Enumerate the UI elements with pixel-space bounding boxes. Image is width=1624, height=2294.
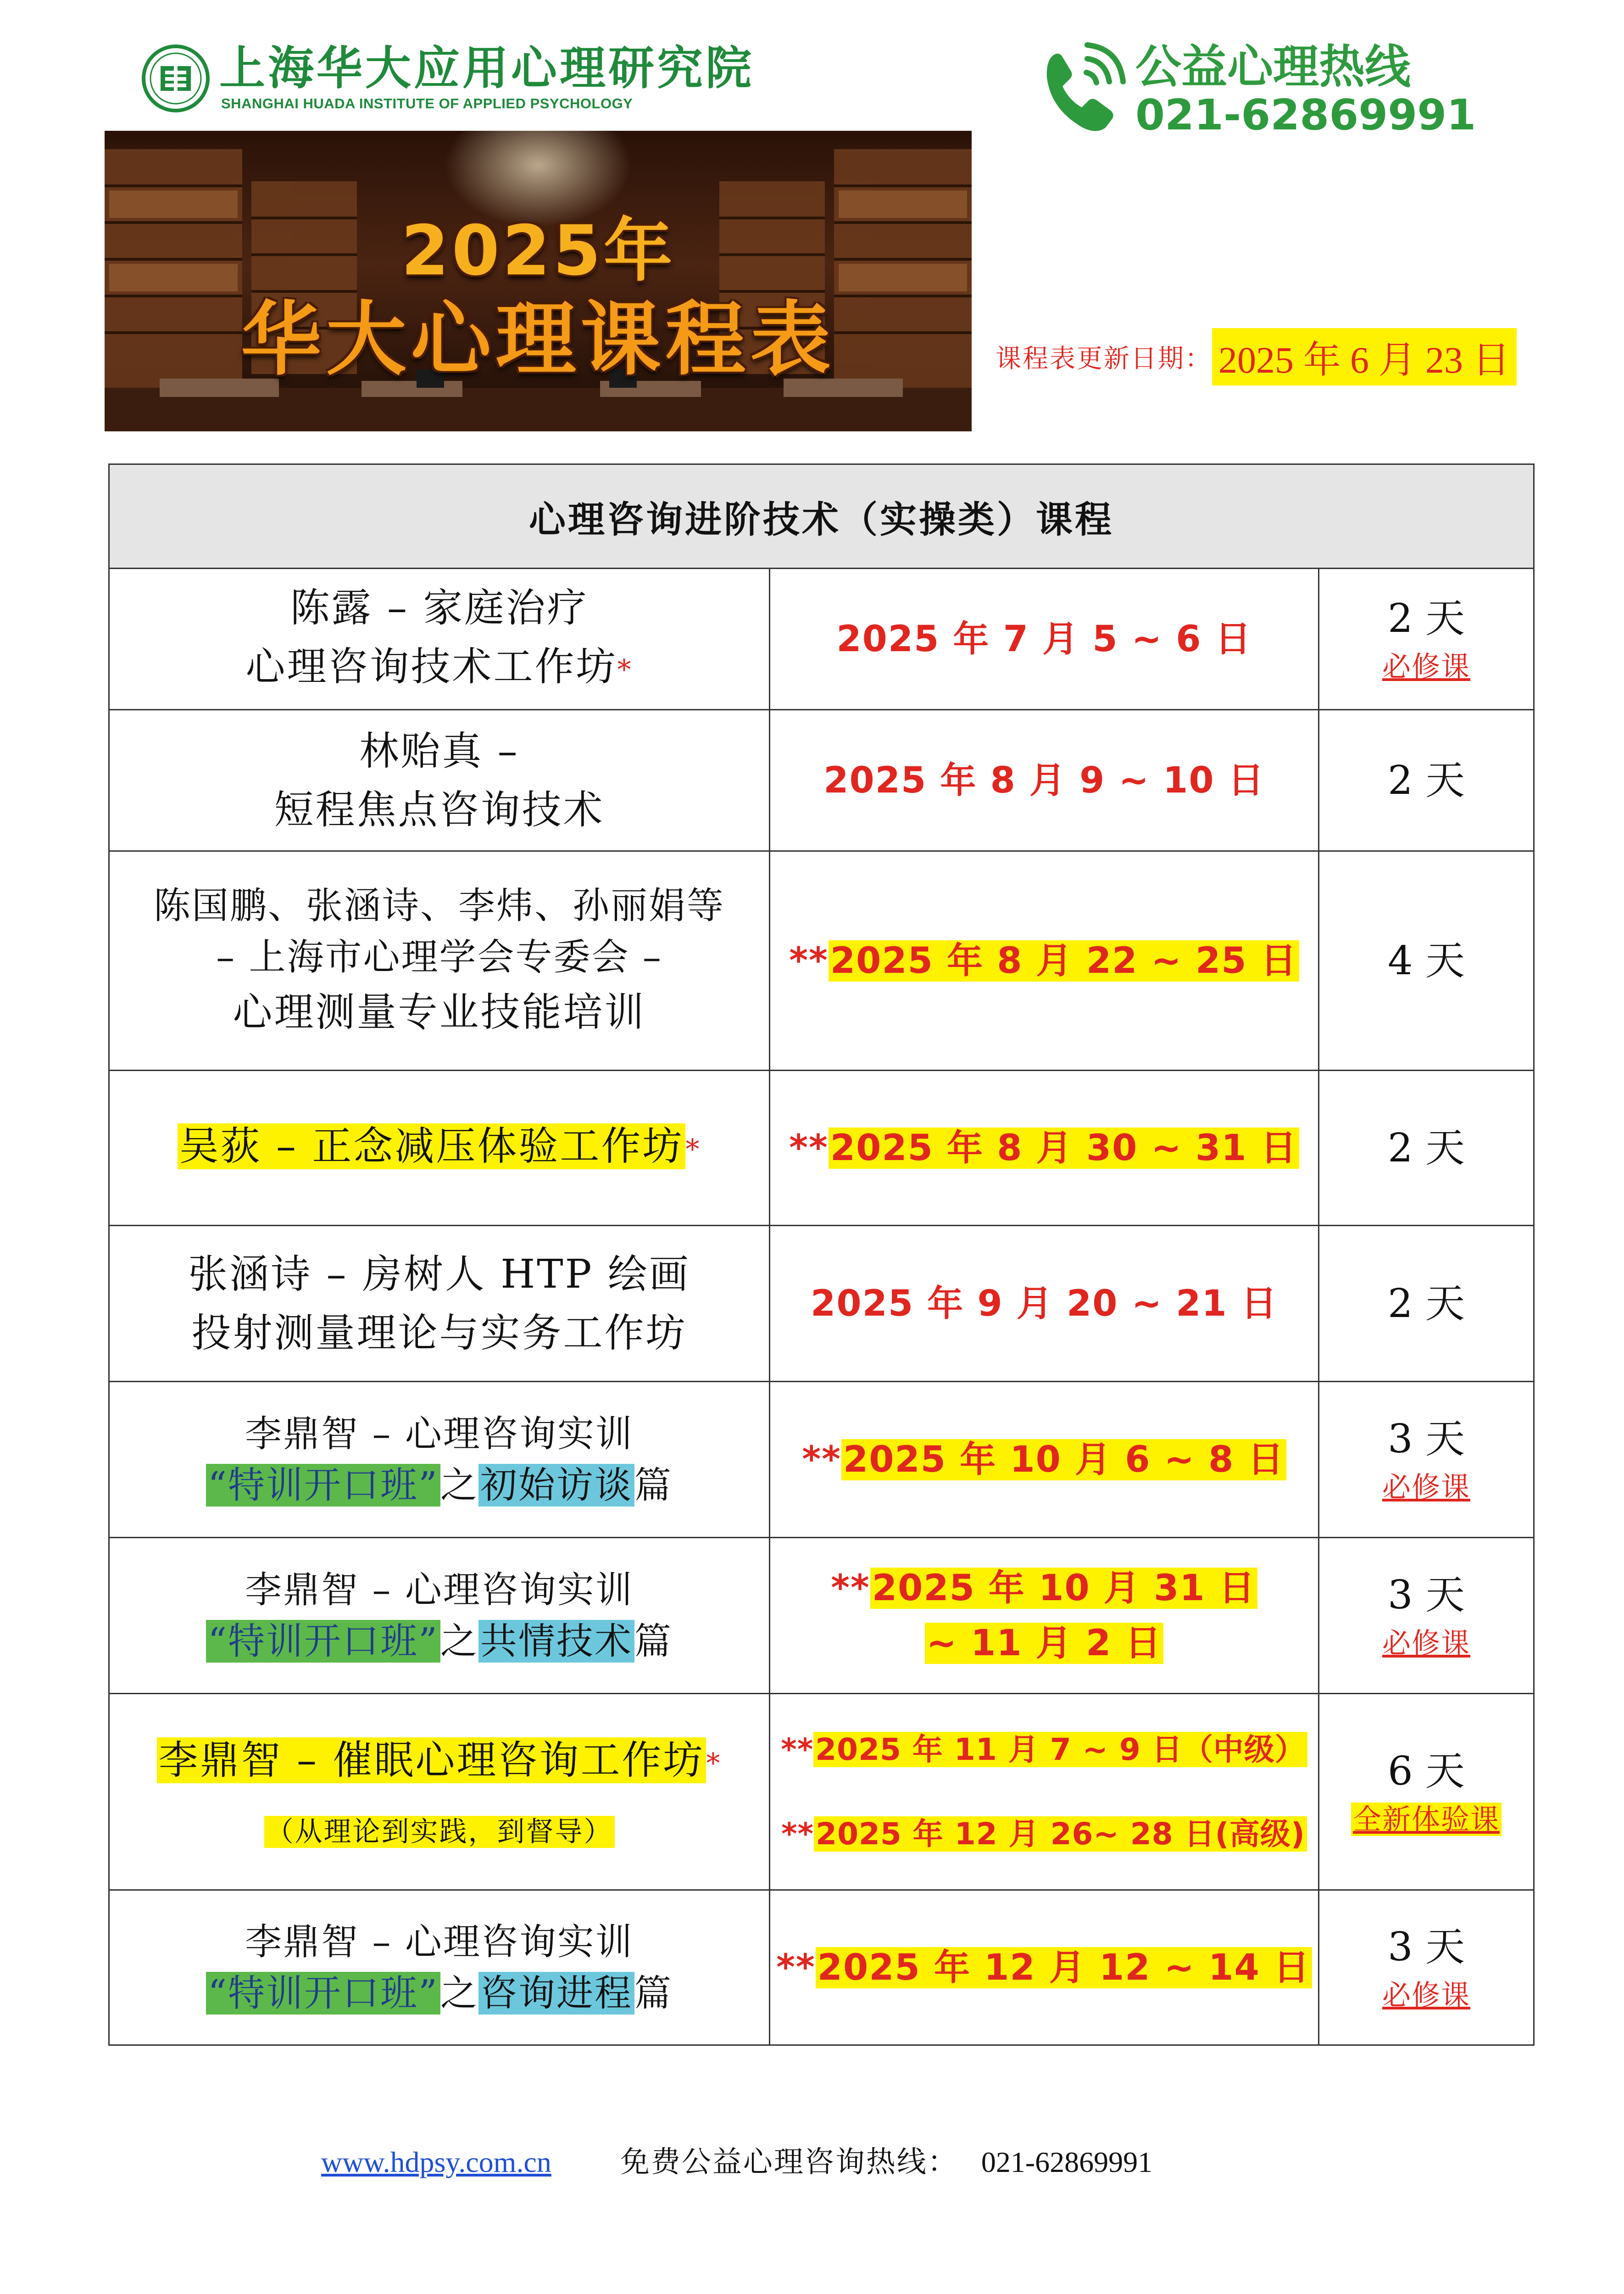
course-days: 2 天 — [1387, 757, 1465, 804]
course-name-line: 投射测量理论与实务工作坊 — [191, 1310, 687, 1356]
course-date: 2025 年 8 月 22 ~ 25 日 — [829, 940, 1299, 982]
course-name-line: 张涵诗 – 房树人 HTP 绘画 — [188, 1251, 690, 1297]
topic-label: 咨询进程 — [478, 1972, 634, 2015]
update-date-block — [996, 328, 1517, 385]
spacer — [110, 1793, 769, 1811]
date-prefix: ** — [776, 1947, 816, 1988]
connector-text: 之 — [440, 1971, 478, 2015]
course-name-line — [110, 1731, 769, 1793]
spacer — [770, 1774, 1318, 1810]
connector-text: 之 — [440, 1463, 478, 1507]
course-days-cell — [1319, 1890, 1534, 2045]
table-row — [109, 1694, 1534, 1890]
hotline-title: 公益心理热线 — [1135, 40, 1411, 94]
course-date-line — [770, 1726, 1318, 1774]
course-days-cell — [1319, 1226, 1534, 1382]
course-name-line: 李鼎智 – 心理咨询实训 — [245, 1920, 634, 1963]
course-name-line: 心理测量专业技能培训 — [233, 989, 646, 1035]
library-banner — [105, 131, 972, 431]
date-prefix: ** — [781, 1731, 814, 1767]
connector-text: 之 — [440, 1619, 478, 1663]
update-label: 课程表更新日期： — [996, 344, 1212, 374]
footer — [321, 2138, 1152, 2181]
update-date: 2025 年 6 月 23 日 — [1212, 328, 1517, 385]
course-date: 2025 年 10 月 31 日 — [870, 1568, 1257, 1609]
course-name-text: 李鼎智 – 催眠心理咨询工作坊 — [157, 1737, 706, 1783]
course-date-cell — [770, 710, 1319, 851]
course-series-line — [110, 1616, 769, 1667]
date-prefix: ** — [802, 1439, 841, 1480]
date-prefix: ** — [789, 940, 829, 982]
course-name-line: 李鼎智 – 心理咨询实训 — [245, 1412, 634, 1455]
course-name-line: 陈国鹏、张涵诗、李炜、孙丽娟等 — [154, 884, 725, 927]
course-name-line: 林贻真 – — [359, 728, 519, 774]
course-days-cell — [1319, 1382, 1534, 1538]
course-name-line — [110, 1117, 769, 1179]
course-date: 2025 年 9 月 20 ~ 21 日 — [811, 1283, 1278, 1324]
phone-icon — [1037, 40, 1129, 137]
course-tag: 必修课 — [1382, 649, 1470, 683]
institute-name-en: SHANGHAI HUADA INSTITUTE OF APPLIED PSYCHOLOGY — [221, 95, 633, 112]
course-name-text: 心理咨询技术工作坊 — [245, 644, 617, 690]
table-row — [109, 1226, 1534, 1382]
course-date-cell — [770, 1382, 1319, 1538]
course-name-cell — [109, 569, 770, 710]
course-date-line — [770, 1810, 1318, 1858]
course-date: 2025 年 11 月 7 ~ 9 日（中级） — [813, 1732, 1307, 1767]
table-row — [109, 1538, 1534, 1694]
course-days: 2 天 — [1387, 1280, 1465, 1327]
hotline-number: 021-62869991 — [1135, 90, 1476, 140]
course-tag: 必修课 — [1382, 1978, 1470, 2012]
course-name-line — [110, 1811, 769, 1853]
course-date: 2025 年 7 月 5 ~ 6 日 — [836, 618, 1252, 660]
institute-seal-icon — [141, 44, 210, 113]
course-series-line — [110, 1460, 769, 1511]
date-prefix: ** — [781, 1816, 814, 1852]
course-date: 2025 年 10 月 6 ~ 8 日 — [841, 1439, 1286, 1480]
course-name-cell — [109, 710, 770, 851]
course-days: 6 天 — [1387, 1748, 1465, 1794]
course-name-cell — [109, 1538, 770, 1694]
course-date-line — [770, 1121, 1318, 1176]
footer-hotline-number: 021-62869991 — [981, 2146, 1153, 2178]
course-date-cell — [770, 1071, 1319, 1226]
footer-hotline-label: 免费公益心理咨询热线： — [620, 2145, 958, 2179]
course-date-cell — [770, 1890, 1319, 2045]
course-days-cell — [1319, 851, 1534, 1071]
course-name-cell — [109, 1694, 770, 1890]
course-date: 2025 年 8 月 30 ~ 31 日 — [829, 1127, 1299, 1169]
course-name-line: 陈露 – 家庭治疗 — [290, 585, 589, 631]
suffix-text: 篇 — [634, 1619, 673, 1663]
course-date: 2025 年 12 月 26~ 28 日(高级) — [814, 1816, 1307, 1852]
topic-label: 初始访谈 — [478, 1464, 634, 1507]
series-label: “特训开口班” — [206, 1464, 440, 1507]
course-date-line — [770, 1561, 1318, 1616]
course-name-cell — [109, 1382, 770, 1538]
course-days-cell — [1319, 569, 1534, 710]
table-row — [109, 1890, 1534, 2045]
course-name-line: 短程焦点咨询技术 — [274, 787, 605, 833]
course-name-line — [110, 637, 769, 699]
suffix-text: 篇 — [634, 1463, 673, 1507]
course-series-line — [110, 1968, 769, 2019]
table-row — [109, 569, 1534, 710]
course-name-line: 李鼎智 – 心理咨询实训 — [245, 1568, 634, 1611]
course-date-line — [770, 933, 1318, 988]
course-date-cell — [770, 1226, 1319, 1382]
course-days-cell — [1319, 710, 1534, 851]
star-mark: * — [685, 1133, 701, 1166]
course-date-cell — [770, 569, 1319, 710]
course-date-line — [770, 1432, 1318, 1487]
banner-title: 华大心理课程表 — [241, 293, 835, 386]
course-subtitle: （从理论到实践，到督导） — [264, 1816, 615, 1848]
course-days: 2 天 — [1387, 595, 1465, 642]
course-date-cell — [770, 851, 1319, 1071]
course-name-cell — [109, 1890, 770, 2045]
course-date-cell — [770, 1694, 1319, 1890]
course-days-cell — [1319, 1694, 1534, 1890]
table-header-row — [109, 464, 1534, 569]
date-prefix: ** — [789, 1127, 829, 1169]
course-days-cell — [1319, 1071, 1534, 1226]
course-date: ~ 11 月 2 日 — [925, 1623, 1164, 1664]
website-link[interactable]: www.hdpsy.com.cn — [321, 2146, 551, 2178]
star-mark: * — [706, 1747, 722, 1780]
course-date: 2025 年 8 月 9 ~ 10 日 — [823, 759, 1265, 801]
table-row — [109, 1071, 1534, 1226]
course-name-line: – 上海市心理学会专委会 – — [216, 935, 662, 978]
suffix-text: 篇 — [634, 1971, 673, 2015]
table-row — [109, 1382, 1534, 1538]
course-name-cell — [109, 1071, 770, 1226]
course-days: 3 天 — [1387, 1572, 1465, 1618]
table-row — [109, 851, 1534, 1071]
course-tag: 必修课 — [1382, 1626, 1470, 1660]
course-name-text: 吴荻 – 正念减压体验工作坊 — [178, 1123, 686, 1169]
institute-logo — [138, 39, 757, 117]
course-tag: 必修课 — [1382, 1470, 1470, 1504]
course-date-line — [770, 1940, 1318, 1995]
course-days: 3 天 — [1387, 1416, 1465, 1462]
course-tag: 全新体验课 — [1351, 1803, 1502, 1836]
institute-name-cn: 上海华大应用心理研究院 — [219, 41, 754, 95]
course-name-cell — [109, 851, 770, 1071]
series-label: “特训开口班” — [206, 1972, 440, 2015]
topic-label: 共情技术 — [478, 1620, 634, 1663]
course-date-line — [770, 1616, 1318, 1671]
table-header: 心理咨询进阶技术（实操类）课程 — [109, 464, 1534, 569]
banner-year: 2025年 — [401, 211, 675, 291]
course-days: 3 天 — [1387, 1924, 1465, 1970]
course-table — [108, 463, 1535, 2046]
course-name-cell — [109, 1226, 770, 1382]
course-date: 2025 年 12 月 12 ~ 14 日 — [816, 1947, 1312, 1988]
course-date-cell — [770, 1538, 1319, 1694]
table-row — [109, 710, 1534, 851]
course-days-cell — [1319, 1538, 1534, 1694]
star-mark: * — [617, 653, 633, 686]
course-days: 4 天 — [1387, 938, 1465, 984]
date-prefix: ** — [831, 1567, 870, 1609]
hotline-block — [1037, 36, 1496, 141]
series-label: “特训开口班” — [206, 1620, 440, 1663]
course-days: 2 天 — [1387, 1125, 1465, 1171]
